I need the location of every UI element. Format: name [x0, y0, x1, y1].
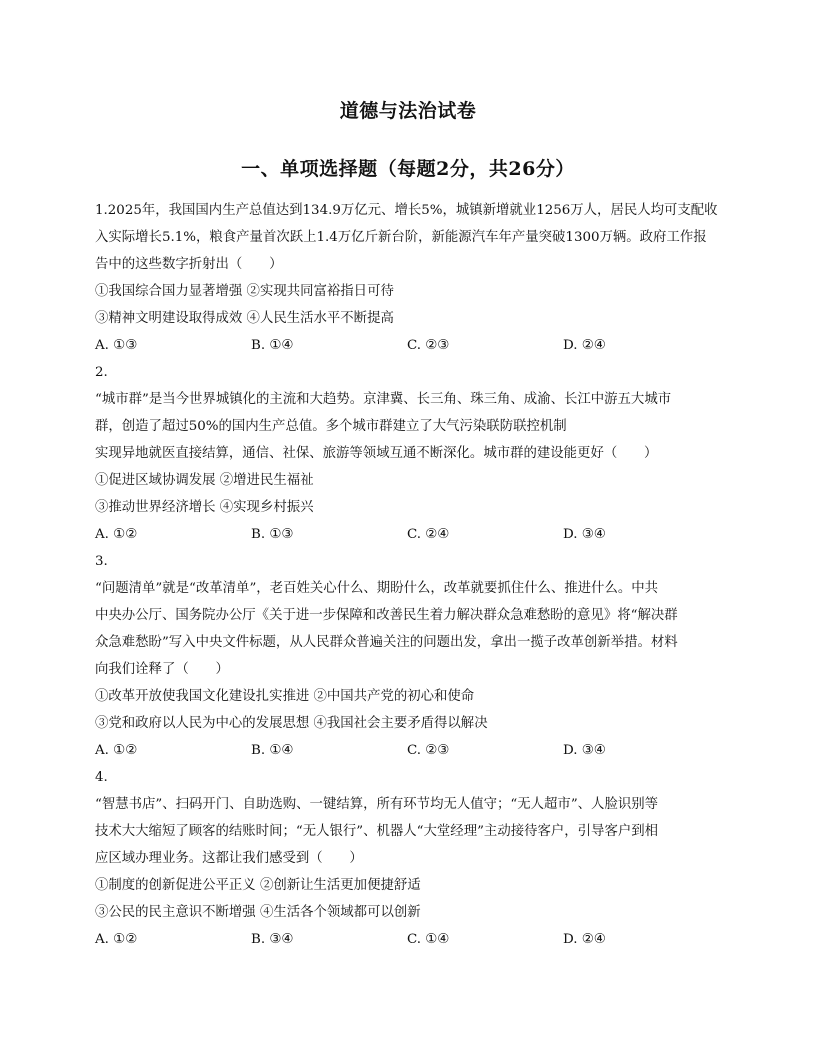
option-d: D. ②④: [563, 338, 606, 353]
option-b: B. ①④: [251, 338, 294, 353]
statement-line: ③推动世界经济增长 ④实现乡村振兴: [95, 500, 314, 515]
option-b: B. ③④: [251, 932, 294, 947]
question-number: 4.: [95, 770, 108, 785]
option-d: D. ③④: [563, 527, 606, 542]
question-text-line: 群，创造了超过50%的国内生产总值。多个城市群建立了大气污染联防联控机制: [95, 419, 567, 434]
option-d: D. ③④: [563, 743, 606, 758]
statement-line: ③党和政府以人民为中心的发展思想 ④我国社会主要矛盾得以解决: [95, 716, 488, 731]
question-text-line: 向我们诠释了（ ）: [95, 662, 229, 677]
section-heading: 一、单项选择题（每题2分，共26分）: [241, 158, 575, 180]
statement-line: ③公民的民主意识不断增强 ④生活各个领域都可以创新: [95, 905, 421, 920]
option-a: A. ①②: [95, 743, 138, 758]
question-text-line: “问题清单”就是“改革清单”，老百姓关心什么、期盼什么，改革就要抓住什么、推进什么。中共: [95, 581, 659, 596]
exam-title: 道德与法治试卷: [339, 100, 477, 122]
question-text-line: 入实际增长5.1%，粮食产量首次跃上1.4万亿斤新台阶，新能源汽车年产量突破1300万辆。政府工作报: [95, 230, 707, 245]
option-c: C. ②③: [407, 338, 450, 353]
answer-options: [95, 926, 725, 953]
statement-line: ①我国综合国力显著增强 ②实现共同富裕指日可待: [95, 284, 394, 299]
question-number: 2.: [95, 365, 108, 380]
option-a: A. ①②: [95, 527, 138, 542]
question-text-line: 技术大大缩短了顾客的结账时间；“无人银行”、机器人“大堂经理”主动接待客户，引导客户到相: [95, 824, 659, 839]
question-text-line: 告中的这些数字折射出（ ）: [95, 257, 283, 272]
question-text-line: 应区域办理业务。这都让我们感受到（ ）: [95, 851, 363, 866]
question-4: [95, 764, 725, 953]
option-d: D. ②④: [563, 932, 606, 947]
option-b: B. ①④: [251, 743, 294, 758]
question-3: [95, 548, 725, 764]
statement-line: ③精神文明建设取得成效 ④人民生活水平不断提高: [95, 311, 394, 326]
question-text-line: “智慧书店”、扫码开门、自助选购、一键结算，所有环节均无人值守；“无人超市”、人脸识别等: [95, 797, 659, 812]
question-text-line: 众急难愁盼”写入中央文件标题，从人民群众普遍关注的问题出发，拿出一揽子改革创新举措。材料: [95, 635, 678, 650]
question-number: 3.: [95, 554, 108, 569]
question-text-line: 1.2025年，我国国内生产总值达到134.9万亿元、增长5%，城镇新增就业1256万人，居民人均可支配收: [95, 203, 718, 218]
question-1: [95, 197, 725, 359]
question-text-line: “城市群”是当今世界城镇化的主流和大趋势。京津冀、长三角、珠三角、成渝、长江中游五大城市: [95, 392, 672, 407]
statement-line: ①改革开放使我国文化建设扎实推进 ②中国共产党的初心和使命: [95, 689, 475, 704]
option-a: A. ①③: [95, 338, 138, 353]
option-b: B. ①③: [251, 527, 294, 542]
statement-line: ①促进区域协调发展 ②增进民生福祉: [95, 473, 314, 488]
answer-options: [95, 737, 725, 764]
statement-line: ①制度的创新促进公平正义 ②创新让生活更加便捷舒适: [95, 878, 421, 893]
questions-body: [95, 197, 725, 953]
option-c: C. ②④: [407, 527, 450, 542]
option-c: C. ①④: [407, 932, 450, 947]
answer-options: [95, 521, 725, 548]
option-c: C. ②③: [407, 743, 450, 758]
question-text-line: 中央办公厅、国务院办公厅《关于进一步保障和改善民生着力解决群众急难愁盼的意见》将“解决群: [95, 608, 678, 623]
question-2: [95, 359, 725, 548]
option-a: A. ①②: [95, 932, 138, 947]
answer-options: [95, 332, 725, 359]
question-text-line: 实现异地就医直接结算，通信、社保、旅游等领域互通不断深化。城市群的建设能更好（ ）: [95, 446, 658, 461]
